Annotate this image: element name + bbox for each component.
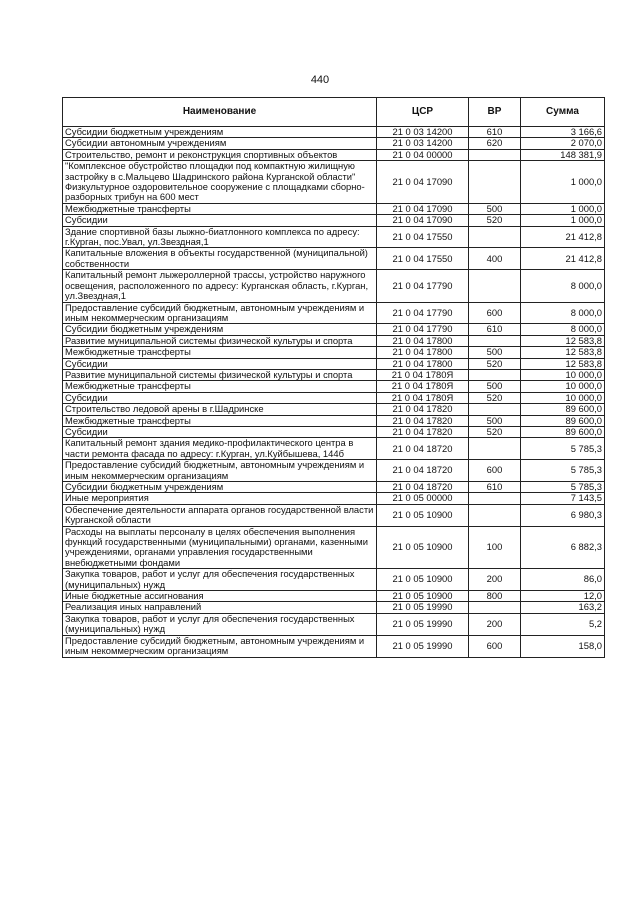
cell-sum: 21 412,8: [521, 248, 605, 270]
cell-vr: [469, 504, 521, 526]
table-row: [63, 324, 605, 335]
cell-vr: 610: [469, 127, 521, 138]
page-number: 440: [310, 74, 330, 86]
cell-name: Субсидии: [63, 215, 377, 226]
cell-sum: 5,2: [521, 613, 605, 635]
cell-vr: 600: [469, 302, 521, 324]
cell-name: Реализация иных направлений: [63, 602, 377, 613]
cell-name: "Комплексное обустройство площадки под компактную жилищную застройку в с.Мальцево Шадринского района Курганской области" Физкультурное оздоровительное сооружение с площадками сборно-разборных трибун на 600 мест: [63, 161, 377, 204]
header-sum: Сумма: [521, 98, 605, 127]
cell-csr: 21 0 04 17790: [377, 270, 469, 302]
table-row: [63, 415, 605, 426]
table-body: [63, 127, 605, 658]
cell-sum: 89 600,0: [521, 415, 605, 426]
cell-name: Развитие муниципальной системы физической культуры и спорта: [63, 335, 377, 346]
cell-vr: 520: [469, 358, 521, 369]
table-row: [63, 591, 605, 602]
cell-csr: 21 0 03 14200: [377, 127, 469, 138]
table-row: [63, 369, 605, 380]
cell-vr: 600: [469, 460, 521, 482]
cell-name: Расходы на выплаты персоналу в целях обеспечения выполнения функций государственными (муниципальными) органами, казенными учреждениями, органами управления государственными внебюджетными фондами: [63, 526, 377, 569]
cell-csr: 21 0 04 17800: [377, 358, 469, 369]
header-name: Наименование: [63, 98, 377, 127]
cell-vr: 610: [469, 324, 521, 335]
cell-name: Строительство ледовой арены в г.Шадринске: [63, 404, 377, 415]
cell-csr: 21 0 04 17790: [377, 302, 469, 324]
cell-vr: 610: [469, 482, 521, 493]
cell-name: Иные бюджетные ассигнования: [63, 591, 377, 602]
header-csr: ЦСР: [377, 98, 469, 127]
cell-csr: 21 0 05 10900: [377, 591, 469, 602]
cell-csr: 21 0 05 19990: [377, 602, 469, 613]
table-row: [63, 302, 605, 324]
cell-csr: 21 0 04 1780Я: [377, 369, 469, 380]
table-row: [63, 127, 605, 138]
cell-csr: 21 0 04 1780Я: [377, 392, 469, 403]
table-row: [63, 392, 605, 403]
cell-csr: 21 0 04 1780Я: [377, 381, 469, 392]
cell-vr: [469, 226, 521, 248]
cell-name: Предоставление субсидий бюджетным, автономным учреждениям и иным некоммерческим организациям: [63, 460, 377, 482]
cell-sum: 86,0: [521, 569, 605, 591]
cell-name: Субсидии бюджетным учреждениям: [63, 324, 377, 335]
cell-name: Здание спортивной базы лыжно-биатлонного комплекса по адресу: г.Курган, пос.Увал, ул.Звездная,1: [63, 226, 377, 248]
table-row: [63, 569, 605, 591]
cell-name: Закупка товаров, работ и услуг для обеспечения государственных (муниципальных) нужд: [63, 613, 377, 635]
cell-name: Строительство, ремонт и реконструкция спортивных объектов: [63, 149, 377, 160]
cell-name: Закупка товаров, работ и услуг для обеспечения государственных (муниципальных) нужд: [63, 569, 377, 591]
cell-vr: 400: [469, 248, 521, 270]
cell-vr: 100: [469, 526, 521, 569]
cell-csr: 21 0 05 00000: [377, 493, 469, 504]
cell-sum: 8 000,0: [521, 270, 605, 302]
cell-vr: 520: [469, 215, 521, 226]
budget-table: [62, 97, 605, 658]
cell-vr: 800: [469, 591, 521, 602]
cell-sum: 10 000,0: [521, 369, 605, 380]
table-row: [63, 381, 605, 392]
cell-name: Предоставление субсидий бюджетным, автономным учреждениям и иным некоммерческим организациям: [63, 302, 377, 324]
cell-vr: 620: [469, 138, 521, 149]
cell-csr: 21 0 04 17090: [377, 161, 469, 204]
cell-sum: 12 583,8: [521, 358, 605, 369]
cell-csr: 21 0 05 10900: [377, 569, 469, 591]
cell-sum: 10 000,0: [521, 392, 605, 403]
cell-name: Капитальные вложения в объекты государственной (муниципальной) собственности: [63, 248, 377, 270]
table-row: [63, 226, 605, 248]
cell-csr: 21 0 04 17550: [377, 226, 469, 248]
cell-vr: [469, 602, 521, 613]
cell-csr: 21 0 04 00000: [377, 149, 469, 160]
cell-sum: 7 143,5: [521, 493, 605, 504]
table-row: [63, 460, 605, 482]
cell-name: Развитие муниципальной системы физической культуры и спорта: [63, 369, 377, 380]
cell-sum: 12,0: [521, 591, 605, 602]
table-row: [63, 493, 605, 504]
cell-sum: 5 785,3: [521, 460, 605, 482]
cell-vr: [469, 161, 521, 204]
cell-vr: 200: [469, 613, 521, 635]
cell-vr: [469, 404, 521, 415]
cell-sum: 2 070,0: [521, 138, 605, 149]
cell-vr: 520: [469, 392, 521, 403]
cell-sum: 6 882,3: [521, 526, 605, 569]
header-vr: ВР: [469, 98, 521, 127]
table-row: [63, 438, 605, 460]
cell-csr: 21 0 04 17090: [377, 203, 469, 214]
cell-sum: 10 000,0: [521, 381, 605, 392]
table-row: [63, 149, 605, 160]
table-row: [63, 161, 605, 204]
cell-vr: 200: [469, 569, 521, 591]
cell-sum: 12 583,8: [521, 335, 605, 346]
cell-sum: 12 583,8: [521, 347, 605, 358]
cell-name: Межбюджетные трансферты: [63, 381, 377, 392]
cell-sum: 1 000,0: [521, 161, 605, 204]
cell-csr: 21 0 04 17820: [377, 426, 469, 437]
cell-csr: 21 0 05 19990: [377, 635, 469, 657]
cell-vr: [469, 493, 521, 504]
cell-sum: 5 785,3: [521, 482, 605, 493]
table-row: [63, 482, 605, 493]
cell-csr: 21 0 04 17090: [377, 215, 469, 226]
cell-csr: 21 0 04 17800: [377, 335, 469, 346]
cell-csr: 21 0 04 17820: [377, 404, 469, 415]
table-row: [63, 602, 605, 613]
cell-name: Субсидии автономным учреждениям: [63, 138, 377, 149]
cell-sum: 3 166,6: [521, 127, 605, 138]
table-row: [63, 504, 605, 526]
cell-csr: 21 0 03 14200: [377, 138, 469, 149]
cell-sum: 21 412,8: [521, 226, 605, 248]
table-row: [63, 613, 605, 635]
cell-sum: 89 600,0: [521, 404, 605, 415]
cell-vr: 600: [469, 635, 521, 657]
cell-vr: [469, 335, 521, 346]
cell-vr: 500: [469, 347, 521, 358]
table-row: [63, 248, 605, 270]
cell-vr: 500: [469, 203, 521, 214]
cell-csr: 21 0 04 18720: [377, 482, 469, 493]
cell-sum: 163,2: [521, 602, 605, 613]
cell-vr: [469, 149, 521, 160]
cell-csr: 21 0 05 10900: [377, 504, 469, 526]
cell-csr: 21 0 04 17550: [377, 248, 469, 270]
table-row: [63, 335, 605, 346]
cell-sum: 1 000,0: [521, 203, 605, 214]
cell-name: Межбюджетные трансферты: [63, 203, 377, 214]
table-row: [63, 358, 605, 369]
table-row: [63, 203, 605, 214]
cell-name: Межбюджетные трансферты: [63, 347, 377, 358]
cell-name: Межбюджетные трансферты: [63, 415, 377, 426]
cell-sum: 89 600,0: [521, 426, 605, 437]
cell-csr: 21 0 04 17800: [377, 347, 469, 358]
cell-name: Субсидии: [63, 392, 377, 403]
cell-sum: 8 000,0: [521, 302, 605, 324]
table-row: [63, 404, 605, 415]
table-row: [63, 138, 605, 149]
cell-vr: 520: [469, 426, 521, 437]
cell-name: Субсидии: [63, 426, 377, 437]
cell-sum: 8 000,0: [521, 324, 605, 335]
cell-csr: 21 0 04 17820: [377, 415, 469, 426]
cell-sum: 5 785,3: [521, 438, 605, 460]
table-row: [63, 270, 605, 302]
header-row: [63, 98, 605, 127]
table-header: [63, 98, 605, 127]
cell-vr: [469, 369, 521, 380]
cell-name: Субсидии: [63, 358, 377, 369]
table-row: [63, 215, 605, 226]
cell-csr: 21 0 05 19990: [377, 613, 469, 635]
table-row: [63, 526, 605, 569]
cell-name: Субсидии бюджетным учреждениям: [63, 482, 377, 493]
cell-name: Капитальный ремонт лыжероллерной трассы, устройство наружного освещения, расположенного по адресу: Курганская область, г.Курган, ул.Звездная,1: [63, 270, 377, 302]
table-row: [63, 426, 605, 437]
table-row: [63, 347, 605, 358]
cell-csr: 21 0 04 17790: [377, 324, 469, 335]
cell-vr: 500: [469, 381, 521, 392]
cell-sum: 148 381,9: [521, 149, 605, 160]
cell-name: Субсидии бюджетным учреждениям: [63, 127, 377, 138]
cell-name: Предоставление субсидий бюджетным, автономным учреждениям и иным некоммерческим организациям: [63, 635, 377, 657]
cell-csr: 21 0 05 10900: [377, 526, 469, 569]
cell-name: Иные мероприятия: [63, 493, 377, 504]
table-row: [63, 635, 605, 657]
cell-vr: 500: [469, 415, 521, 426]
cell-sum: 6 980,3: [521, 504, 605, 526]
cell-sum: 1 000,0: [521, 215, 605, 226]
cell-vr: [469, 438, 521, 460]
cell-vr: [469, 270, 521, 302]
cell-csr: 21 0 04 18720: [377, 438, 469, 460]
cell-name: Обеспечение деятельности аппарата органов государственной власти Курганской области: [63, 504, 377, 526]
cell-name: Капитальный ремонт здания медико-профилактического центра в части ремонта фасада по адресу: г.Курган, ул.Куйбышева, 144б: [63, 438, 377, 460]
cell-csr: 21 0 04 18720: [377, 460, 469, 482]
cell-sum: 158,0: [521, 635, 605, 657]
